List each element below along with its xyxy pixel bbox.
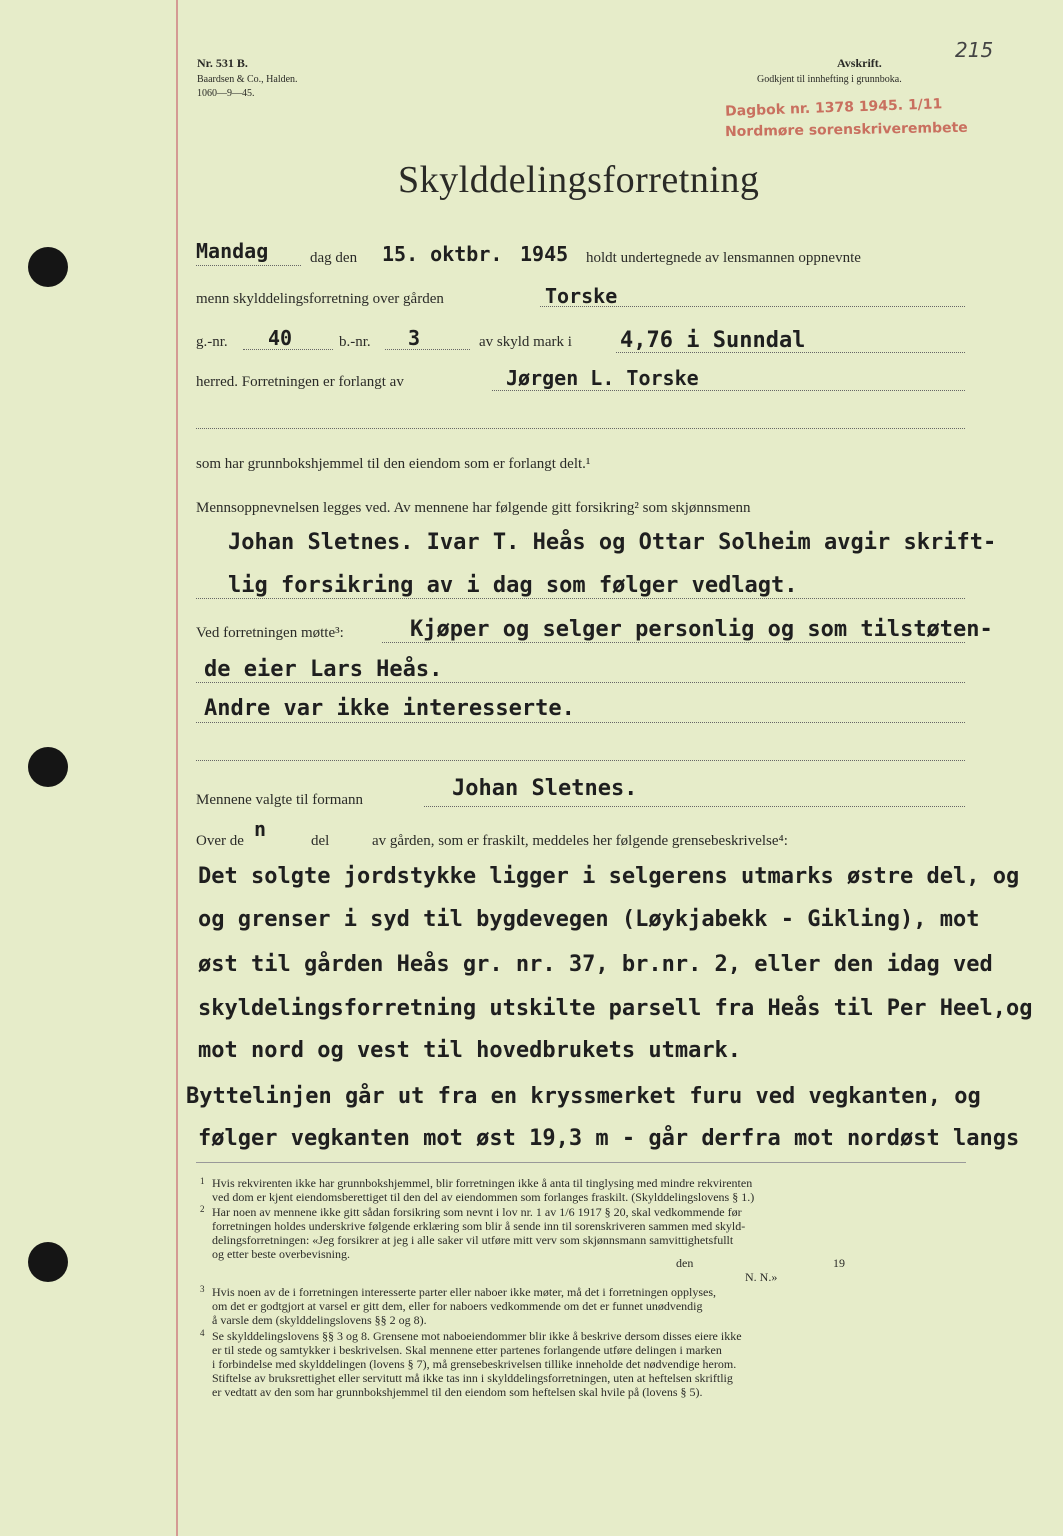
- grense-line-3: øst til gården Heås gr. nr. 37, br.nr. 2, eller den idag ved: [198, 952, 993, 977]
- fill-line: [382, 642, 965, 643]
- footnote-4-line: i forbindelse med skylddelingen (lovens § 7), må grensebeskrivelsen tillike inneholde det nødvendige herom.: [212, 1357, 737, 1371]
- footnote-4-number: 4: [200, 1328, 205, 1338]
- grunnbokshjemmel-text: som har grunnbokshjemmel til den eiendom som er forlangt delt.¹: [196, 456, 591, 472]
- forsikring-line-1: Johan Sletnes. Ivar T. Heås og Ottar Solheim avgir skrift-: [228, 530, 997, 555]
- dag-den-label: dag den: [310, 250, 358, 266]
- grense-line-2: og grenser i syd til bygdevegen (Løykjabekk - Gikling), mot: [198, 907, 980, 932]
- margin-line: [176, 0, 178, 1536]
- court-stamp: Nordmøre sorenskriverembete: [724, 119, 968, 141]
- gnr-value: 40: [268, 326, 293, 350]
- line1-text: holdt undertegnede av lensmannen oppnevnte: [586, 250, 861, 266]
- motte-line-1: Kjøper og selger personlig og som tilstøten-: [410, 617, 993, 642]
- footnote-4-line: er vedtatt av den som har grunnbokshjemmel til den eiendom som heftelsen skal hvile på (lovens § 5).: [212, 1385, 703, 1399]
- grense-line-4: skyldelingsforretning utskilte parsell fra Heås til Per Heel,og: [198, 996, 1033, 1021]
- over-label: Over de: [196, 833, 244, 849]
- footnote-3-line: Hvis noen av de i forretningen interesserte parter eller naboer ikke møter, må det i forretningen opplyses,: [212, 1285, 717, 1299]
- footnote-2-line: forretningen holdes underskrive følgende erklæring som blir å sende inn til sorenskriveren sammen med skyld-: [212, 1219, 746, 1233]
- footnote-2-line: Har noen av mennene ikke gitt sådan forsikring som nevnt i lov nr. 1 av 1/6 1917 § 20, skal vedkommende før: [212, 1205, 742, 1219]
- fill-line: [196, 265, 301, 266]
- footnote-2-line: delingsforretningen: «Jeg forsikrer at jeg i alle saker vil utføre mitt verv som skjønnsmann samvittighetsfullt: [212, 1233, 734, 1247]
- fill-line: [196, 682, 965, 683]
- fill-line: [196, 722, 965, 723]
- grense-line-5: mot nord og vest til hovedbrukets utmark.: [198, 1038, 742, 1063]
- motte-line-2: de eier Lars Heås.: [204, 657, 443, 682]
- footnote-1-line: Hvis rekvirenten ikke har grunnbokshjemmel, blir forretningen ikke å anta til tinglysing med mindre rekvirenten: [212, 1176, 753, 1190]
- fill-line: [243, 349, 333, 350]
- requester-value: Jørgen L. Torske: [506, 366, 699, 390]
- punch-hole: [28, 1242, 68, 1282]
- footnote-2-year: 19: [833, 1256, 845, 1270]
- fill-line: [196, 598, 965, 599]
- grense-line-1: Det solgte jordstykke ligger i selgerens utmarks østre del, og: [198, 864, 1020, 889]
- fill-line: [196, 428, 965, 429]
- del-label: del: [311, 833, 330, 849]
- journal-stamp: Dagbok nr. 1378 1945. 1/11: [724, 96, 943, 120]
- formann-value: Johan Sletnes.: [452, 776, 638, 801]
- footnote-2-line: og etter beste overbevisning.: [212, 1247, 350, 1261]
- footnote-2-signature: N. N.»: [745, 1270, 778, 1284]
- fill-line: [196, 760, 965, 761]
- mennsoppnevnelse-text: Mennsoppnevnelsen legges ved. Av mennene har følgende gitt forsikring² som skjønnsmenn: [196, 500, 751, 516]
- footnote-4-line: er til stede og samtykker i beskrivelsen. Skal mennene etter partenes forlangende utføre delingen i marken: [212, 1343, 722, 1357]
- fill-line: [616, 352, 965, 353]
- page-number: 215: [955, 38, 994, 62]
- skyld-value: 4,76 i Sunndal: [620, 328, 806, 353]
- footnote-2-number: 2: [200, 1204, 205, 1214]
- fill-line: [385, 349, 470, 350]
- footnote-4-line: Stiftelse av bruksrettighet eller servitutt må ikke tas inn i skylddelingsforretningen, uten at heftelsen skriftlig: [212, 1371, 733, 1385]
- form-number: Nr. 531 B.: [197, 56, 248, 70]
- printer-name: Baardsen & Co., Halden.: [197, 74, 298, 85]
- line4-text: herred. Forretningen er forlangt av: [196, 374, 404, 390]
- year-value: 1945: [520, 242, 569, 266]
- punch-hole: [28, 247, 68, 287]
- godkjent-note: Godkjent til innhefting i grunnboka.: [757, 74, 902, 85]
- formann-label: Mennene valgte til formann: [196, 792, 364, 808]
- forsikring-line-2: lig forsikring av i dag som følger vedlagt.: [228, 573, 798, 598]
- avskrift-label: Avskrift.: [837, 56, 882, 70]
- skyld-label: av skyld mark i: [479, 334, 572, 350]
- motte-line-3: Andre var ikke interesserte.: [204, 696, 575, 721]
- gnr-label: g.-nr.: [196, 334, 228, 350]
- fill-line: [492, 390, 965, 391]
- footnote-1-number: 1: [200, 1176, 205, 1186]
- punch-hole: [28, 747, 68, 787]
- grense-line-7: følger vegkanten mot øst 19,3 m - går derfra mot nordøst langs: [198, 1126, 1020, 1151]
- bnr-value: 3: [408, 326, 421, 350]
- over-n-value: n: [254, 817, 267, 841]
- footnote-3-line: om det er godtgjort at varsel er gitt dem, eller for naboers vedkommende om det er funnet unødvendig: [212, 1299, 703, 1313]
- footnote-2-den: den: [676, 1256, 694, 1270]
- footnote-4-line: Se skylddelingslovens §§ 3 og 8. Grensene mot naboeiendommer blir ikke å beskrive dersom disses eiere ikke: [212, 1329, 742, 1343]
- footnote-3-number: 3: [200, 1284, 205, 1294]
- bnr-label: b.-nr.: [339, 334, 371, 350]
- document-title: Skylddelingsforretning: [398, 159, 760, 201]
- footnote-1-line: ved dom er kjent eiendomsberettiget til den del av eiendommen som forlanges fraskilt. (Skylddelingslovens § 1.): [212, 1190, 755, 1204]
- grense-line-6: Byttelinjen går ut fra en kryssmerket furu ved vegkanten, og: [186, 1084, 981, 1109]
- motte-label: Ved forretningen møtte³:: [196, 625, 344, 641]
- farm-name-value: Torske: [545, 284, 618, 308]
- print-info: 1060—9—45.: [197, 88, 255, 99]
- fill-line: [424, 806, 965, 807]
- date-value: 15. oktbr.: [382, 242, 503, 266]
- fill-line: [540, 306, 965, 307]
- weekday-value: Mandag: [196, 239, 269, 263]
- line2-text: menn skylddelingsforretning over gården: [196, 291, 444, 307]
- footnote-3-line: å varsle dem (skylddelingslovens §§ 2 og 8).: [212, 1313, 427, 1327]
- grensebeskrivelse-label: av gården, som er fraskilt, meddeles her følgende grensebeskrivelse⁴:: [372, 833, 788, 849]
- footnote-divider: [196, 1162, 966, 1163]
